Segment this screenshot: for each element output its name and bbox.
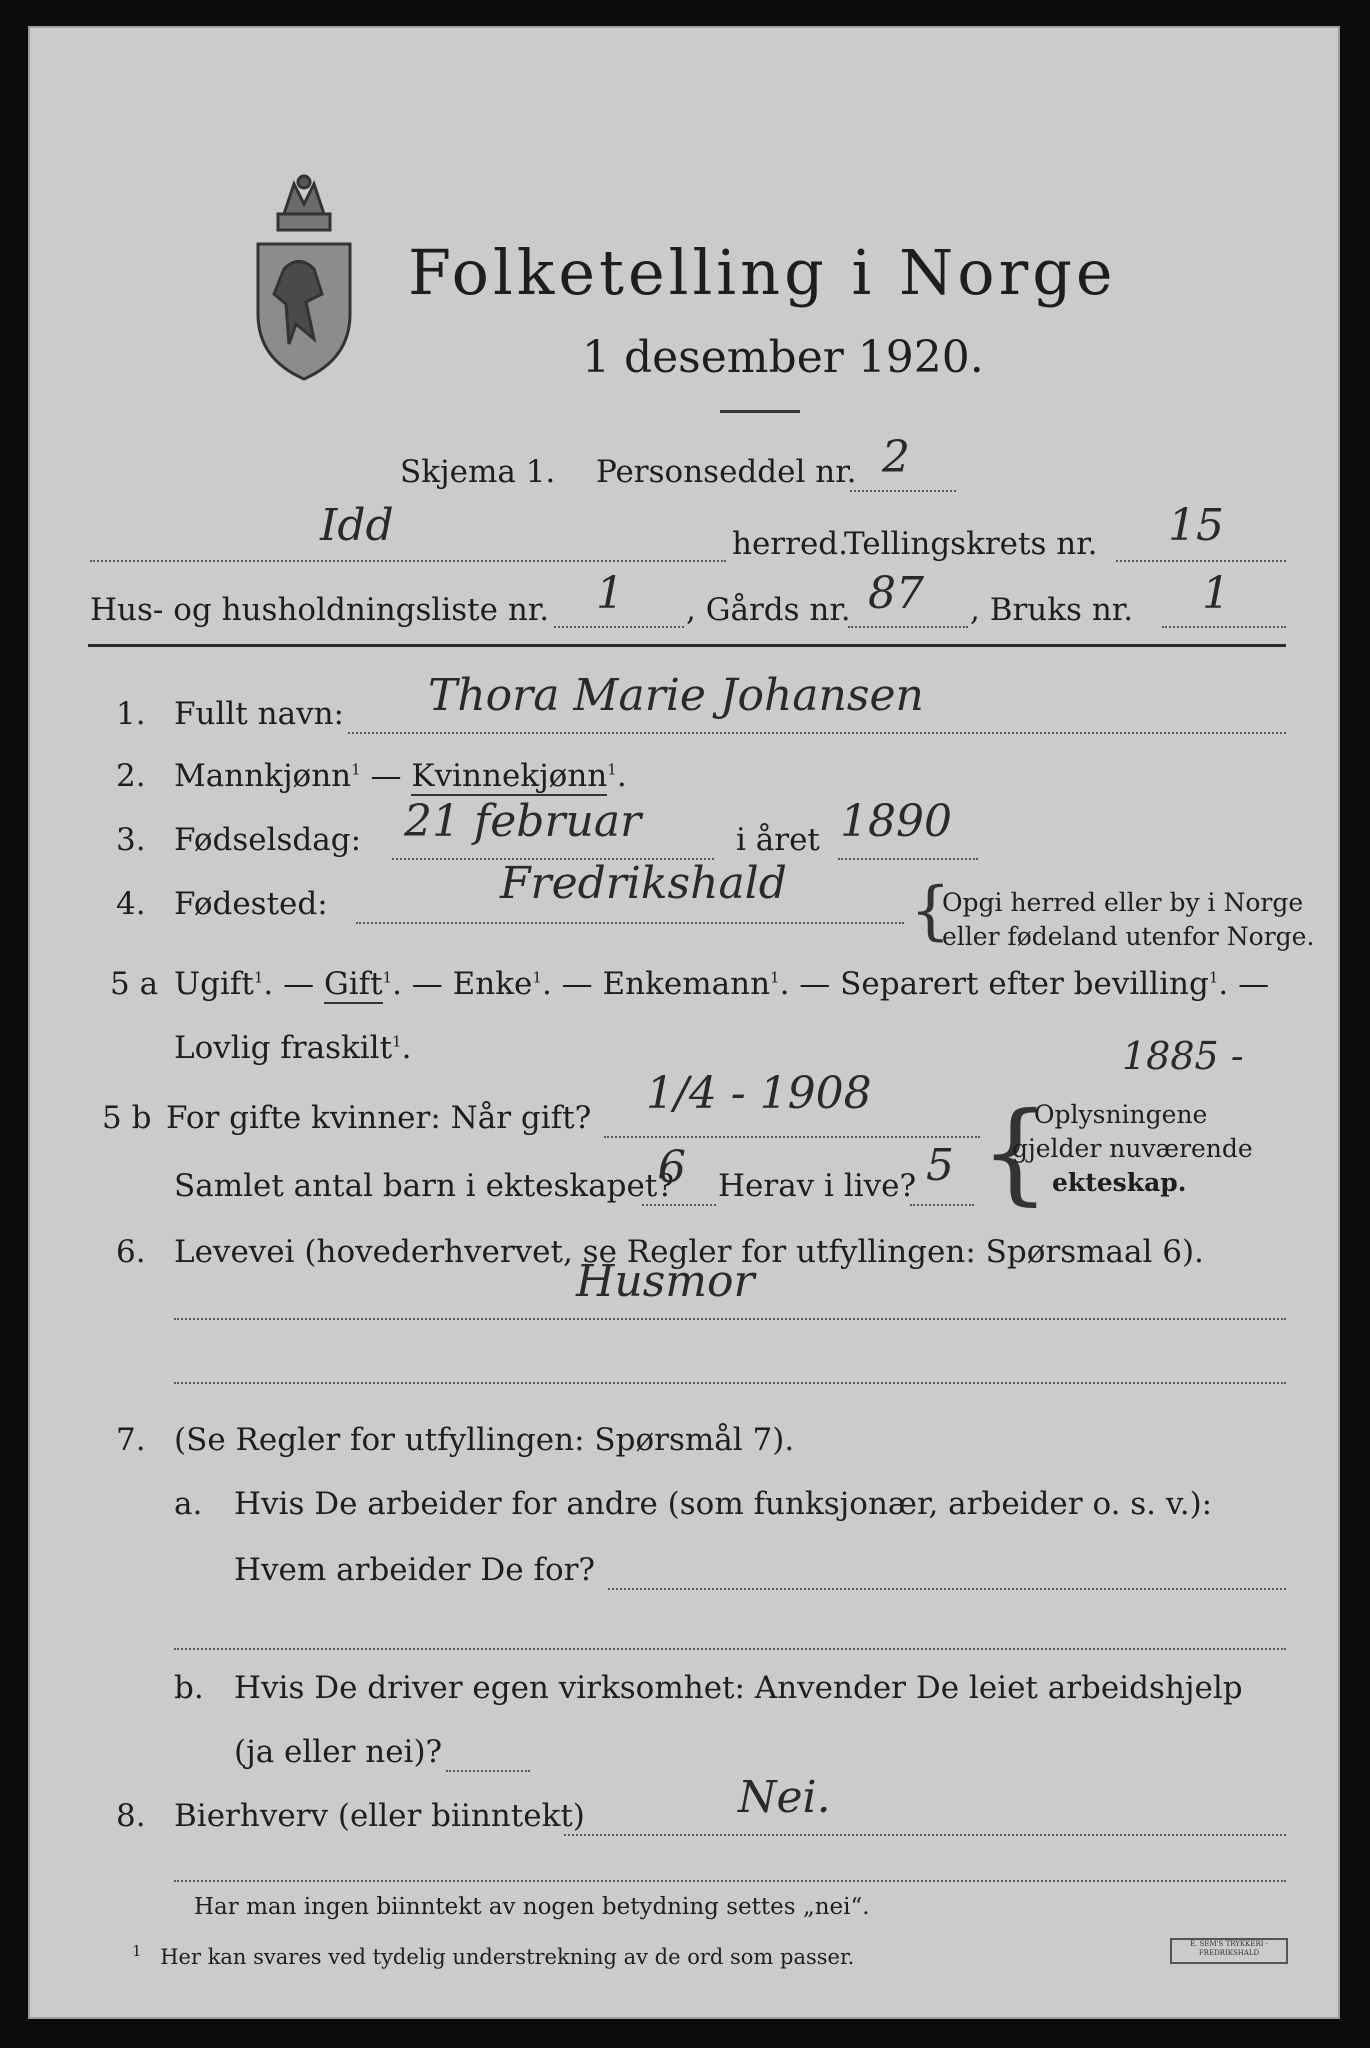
q8-line-2 [174, 1880, 1286, 1882]
household-line [554, 626, 684, 628]
q5a-enkemann: . — Enkemann [541, 966, 771, 1002]
q8-note: Har man ingen biinntekt av nogen betydning settes „nei“. [194, 1894, 870, 1920]
q6-label: Levevei (hovederhvervet, se Regler for utfyllingen: Spørsmaal 6). [174, 1234, 1204, 1270]
q5a-separert-footnote: 1 [1208, 968, 1219, 987]
q5a-enkemann-footnote: 1 [770, 968, 780, 987]
q5a-dash-end: . — [1218, 966, 1270, 1002]
q1-label: Fullt navn: [174, 696, 344, 732]
q2-end: . [616, 758, 627, 794]
q3-year-label: i året [736, 822, 820, 858]
q5a-enke-footnote: 1 [532, 968, 542, 987]
herred-line [90, 560, 726, 562]
krets-line [1116, 560, 1286, 562]
q5b-value: 1/4 - 1908 [646, 1068, 872, 1119]
herred-value: Idd [320, 500, 394, 551]
q5b-alive-value: 5 [926, 1140, 954, 1191]
q5b-number: 5 b [102, 1100, 152, 1136]
bruks-value: 1 [1202, 568, 1230, 619]
q1-line [348, 732, 1286, 734]
q3-label: Fødselsdag: [174, 822, 362, 858]
bruks-line [1162, 626, 1286, 628]
q5b-extra: 1885 - [1122, 1034, 1244, 1078]
q5a-dash-1: . — [263, 966, 324, 1002]
q7a-line-1 [608, 1588, 1286, 1590]
q6-line-1 [174, 1318, 1286, 1320]
q5a-options [174, 966, 1269, 1002]
q3-year-value: 1890 [840, 796, 952, 847]
q5a-gift-footnote: 1 [382, 968, 393, 987]
footnote-mark: 1 [132, 1942, 142, 1960]
q7a-line-2 [174, 1648, 1286, 1650]
q5a-gift: Gift [323, 966, 383, 1002]
q5a-ugift: Ugift [174, 966, 254, 1002]
q5a-separert: . — Separert efter bevilling [779, 966, 1209, 1002]
gards-label: , Gårds nr. [686, 592, 851, 628]
q2-number: 2. [116, 758, 146, 794]
header-rule [88, 644, 1286, 647]
personseddel-label: Personseddel nr. [596, 454, 857, 490]
q5b-label: For gifte kvinner: Når gift? [166, 1100, 592, 1136]
title-divider [720, 410, 800, 413]
gards-line [848, 626, 968, 628]
bruks-label: , Bruks nr. [970, 592, 1134, 628]
q5a-number: 5 a [110, 966, 159, 1002]
q5b-note-1: Oplysningene [1034, 1100, 1208, 1129]
q8-line-1 [564, 1834, 1286, 1836]
q6-value: Husmor [576, 1256, 755, 1307]
q5a-enke: . — Enke [392, 966, 533, 1002]
q6-number: 6. [116, 1234, 146, 1270]
q5a-line2 [174, 1030, 411, 1066]
household-label: Hus- og husholdningsliste nr. [90, 592, 550, 628]
footnote [132, 1942, 854, 1969]
q4-note-1: Opgi herred eller by i Norge [942, 888, 1304, 917]
personseddel-value: 2 [882, 432, 910, 483]
q3-value: 21 februar [404, 796, 642, 847]
q4-brace: { [910, 874, 951, 948]
footnote-text: Her kan svares ved tydelig understrekning av de ord som passer. [160, 1945, 855, 1969]
q5b-children-value: 6 [658, 1142, 686, 1193]
q7a-label: Hvis De arbeider for andre (som funksjonær, arbeider o. s. v.): [234, 1486, 1213, 1522]
form-title: Folketelling i Norge [408, 236, 1117, 309]
q2-gender [174, 758, 627, 794]
q3-year-line [838, 858, 978, 860]
q5a-line2-end: . [401, 1030, 412, 1066]
q1-value: Thora Marie Johansen [428, 670, 924, 721]
herred-label: herred. [732, 526, 848, 562]
q7b-number: b. [174, 1670, 204, 1706]
q5b-alive-line [910, 1204, 974, 1206]
q7-label: (Se Regler for utfyllingen: Spørsmål 7). [174, 1422, 795, 1458]
q2-dash: — [360, 758, 412, 794]
printer-stamp [1170, 1938, 1288, 1964]
q6-line-2 [174, 1382, 1286, 1384]
q2-female-footnote: 1 [607, 760, 617, 779]
q7a-label-2: Hvem arbeider De for? [234, 1552, 596, 1588]
q8-value: Nei. [738, 1772, 831, 1823]
q5a-fraskilt: Lovlig fraskilt [174, 1030, 393, 1066]
q5b-children-label: Samlet antal barn i ekteskapet? [174, 1168, 674, 1204]
q5b-note-2: gjelder nuværende [1012, 1134, 1253, 1163]
q8-label: Bierhverv (eller biinntekt) [174, 1798, 585, 1834]
coat-of-arms-icon [244, 174, 364, 388]
q5b-brace: { [980, 1088, 1050, 1216]
q8-number: 8. [116, 1798, 146, 1834]
q7b-line [446, 1770, 530, 1772]
schema-label: Skjema 1. [400, 454, 556, 490]
personseddel-line [850, 490, 956, 492]
q5b-alive-label: Herav i live? [718, 1168, 917, 1204]
q7b-label: Hvis De driver egen virksomhet: Anvender De leiet arbeidshjelp [234, 1670, 1243, 1706]
q5b-note-3: ekteskap. [1052, 1168, 1187, 1197]
printer-stamp-text: E. SEM'S TRYKKERI · FREDRIKSHALD [1190, 1940, 1268, 1957]
q1-number: 1. [116, 696, 146, 732]
q2-male-label: Mannkjønn [174, 758, 352, 794]
q7b-label-2: (ja eller nei)? [234, 1734, 443, 1770]
form-date: 1 desember 1920. [582, 332, 984, 383]
census-form [28, 26, 1340, 2019]
q4-line [356, 922, 904, 924]
q7-number: 7. [116, 1422, 146, 1458]
q5b-line [604, 1136, 980, 1138]
q5a-fraskilt-footnote: 1 [392, 1032, 402, 1051]
q4-value: Fredrikshald [500, 858, 787, 909]
q4-number: 4. [116, 886, 146, 922]
q5b-children-line [642, 1204, 716, 1206]
q2-male-footnote: 1 [351, 760, 361, 779]
q2-female-label: Kvinnekjønn [411, 758, 608, 794]
gards-value: 87 [868, 568, 924, 619]
krets-value: 15 [1168, 500, 1224, 551]
q7a-number: a. [174, 1486, 203, 1522]
q4-label: Fødested: [174, 886, 328, 922]
q5a-ugift-footnote: 1 [253, 968, 264, 987]
q4-note-2: eller fødeland utenfor Norge. [942, 922, 1315, 951]
krets-label: Tellingskrets nr. [844, 526, 1098, 562]
q3-number: 3. [116, 822, 146, 858]
household-value: 1 [596, 568, 624, 619]
